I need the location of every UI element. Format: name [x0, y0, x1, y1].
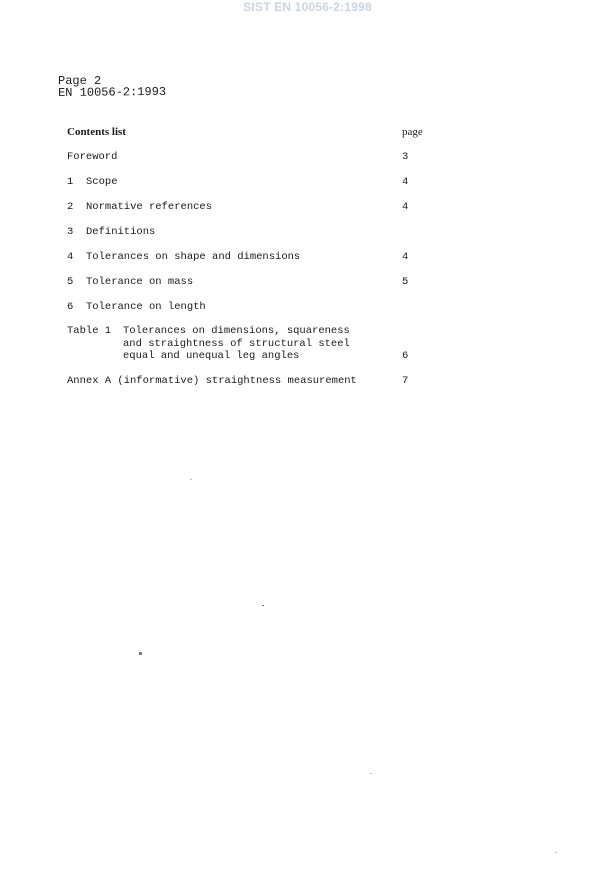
toc-entry-page: 4 — [402, 251, 409, 263]
toc-entry-number: 1 — [67, 176, 74, 188]
toc-entry-title-line: equal and unequal leg angles — [123, 350, 300, 362]
toc-entry-scope — [67, 176, 412, 188]
scan-speck — [555, 852, 557, 853]
toc-entry-page: 4 — [402, 201, 409, 213]
page-column-heading: page — [402, 126, 423, 138]
contents-title: Contents list — [67, 126, 126, 138]
scan-speck — [190, 479, 192, 480]
toc-entry-page: 6 — [402, 350, 409, 362]
toc-entry-title: Scope — [86, 176, 118, 188]
toc-entry-foreword — [67, 151, 412, 163]
standard-number: EN 10056-2:1993 — [57, 84, 167, 100]
toc-entry-title: Tolerances on shape and dimensions — [86, 251, 301, 263]
toc-entry-definitions — [67, 226, 412, 238]
scan-speck — [262, 605, 264, 606]
toc-entry-tolerances-shape — [67, 251, 412, 263]
toc-entry-label: Table 1 — [67, 325, 112, 337]
toc-entry-title: Tolerance on length — [86, 301, 206, 313]
scan-speck — [139, 652, 142, 655]
toc-entry-title: Definitions — [86, 226, 156, 238]
toc-entry-title: Normative references — [86, 201, 213, 213]
toc-entry-number: 6 — [67, 301, 74, 313]
scan-speck — [370, 773, 372, 774]
toc-entry-number: 5 — [67, 276, 74, 288]
toc-entry-page: 5 — [402, 276, 409, 288]
toc-entry-title-line: Tolerances on dimensions, squareness — [123, 325, 350, 337]
toc-entry-title: Tolerance on mass — [86, 276, 194, 288]
toc-entry-page: 4 — [402, 176, 409, 188]
toc-entry-title: Foreword — [67, 151, 118, 163]
toc-entry-title — [123, 325, 383, 363]
toc-entry-number: 3 — [67, 226, 74, 238]
page-number: Page 2 — [58, 74, 102, 88]
toc-entry-number: 2 — [67, 201, 74, 213]
toc-entry-title: Annex A (informative) straightness measurement — [67, 375, 357, 387]
toc-entry-number: 4 — [67, 251, 74, 263]
toc-entry-page: 3 — [402, 151, 409, 163]
toc-entry-title-line: and straightness of structural steel — [123, 337, 350, 350]
toc-entry-page: 7 — [402, 375, 409, 387]
toc-entry-annex-a — [67, 375, 412, 387]
toc-entry-normative-references — [67, 201, 412, 213]
watermark: SIST EN 10056-2:1998 — [243, 0, 372, 14]
toc-entry-tolerance-mass — [67, 276, 412, 288]
toc-entry-tolerance-length — [67, 301, 412, 313]
